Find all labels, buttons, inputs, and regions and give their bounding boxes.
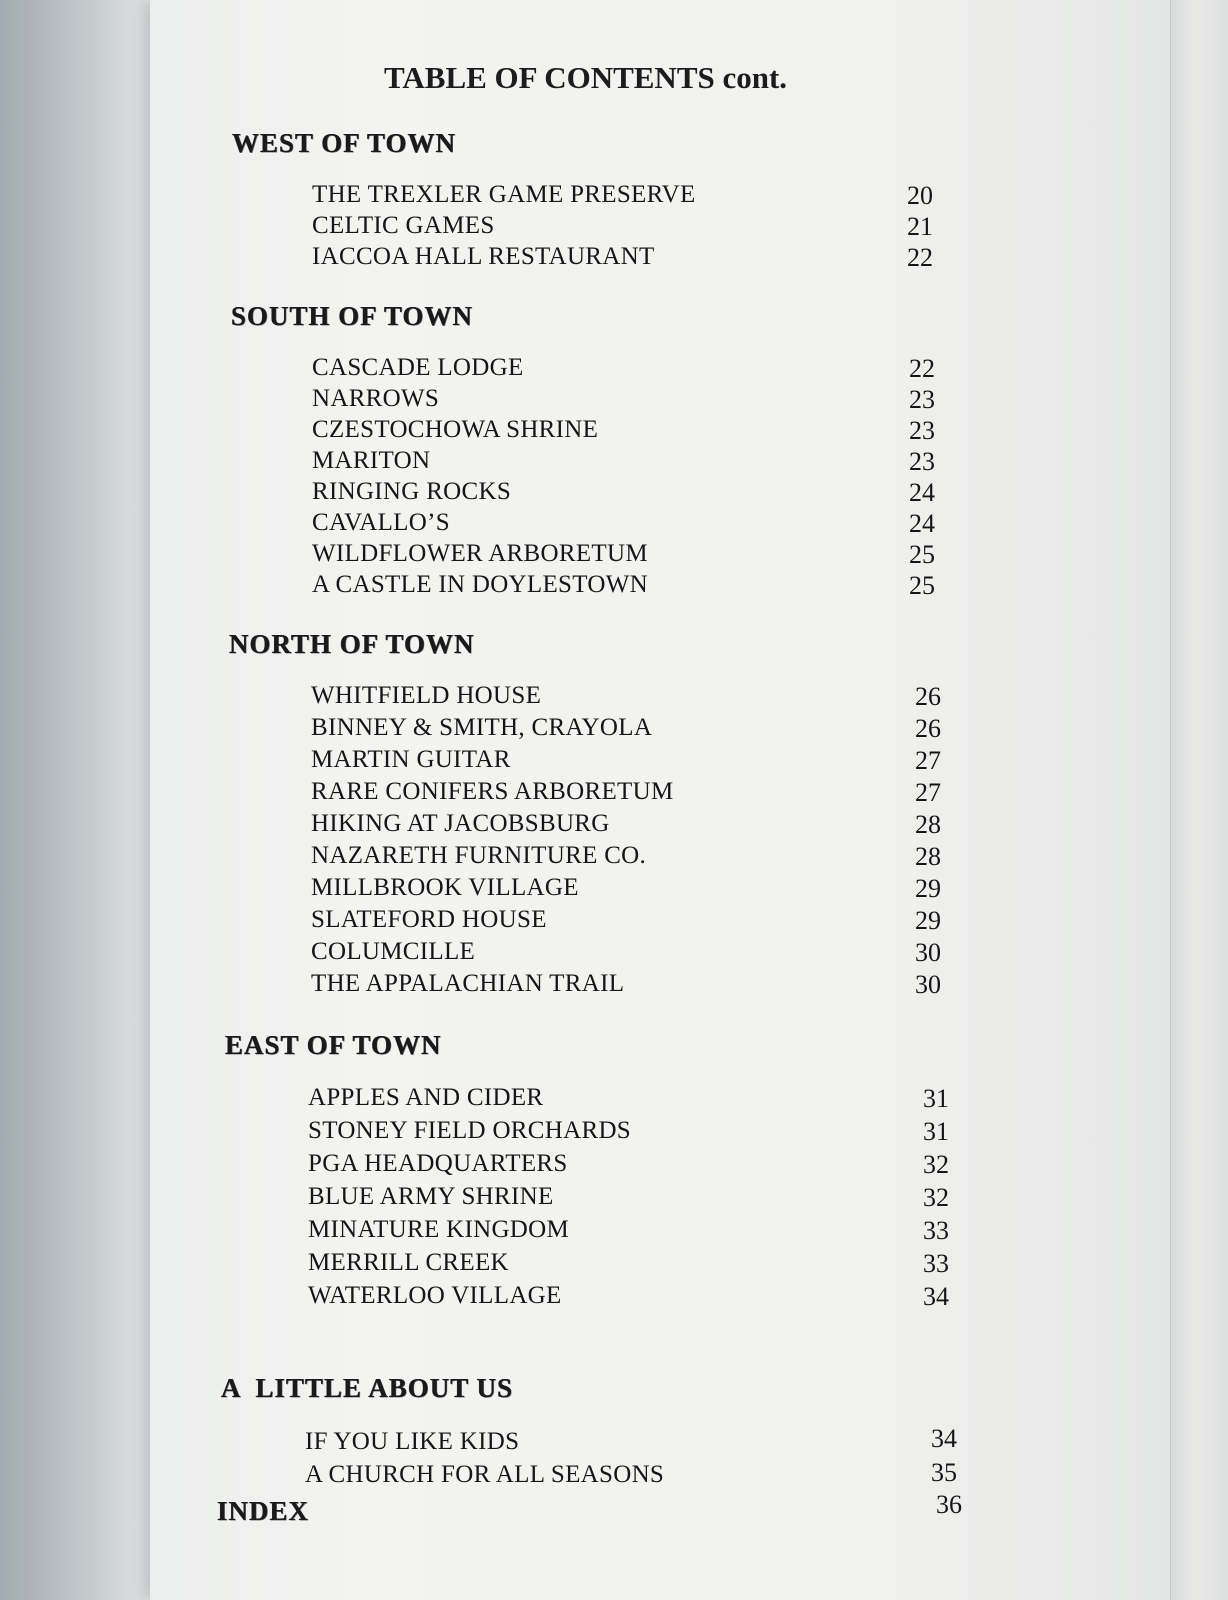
toc-entry-title: HIKING AT JACOBSBURG	[311, 810, 610, 837]
toc-entry-title: THE TREXLER GAME PRESERVE	[312, 181, 696, 208]
toc-entry-page: 23	[909, 416, 935, 445]
toc-entry-title: RARE CONIFERS ARBORETUM	[311, 778, 674, 805]
toc-entry-title: WHITFIELD HOUSE	[311, 682, 542, 709]
toc-entry-page: 34	[923, 1282, 949, 1311]
toc-entry-page: 24	[909, 478, 935, 507]
toc-entry-page: 25	[909, 540, 935, 569]
toc-entry-title: CZESTOCHOWA SHRINE	[312, 416, 599, 443]
index-page: 36	[936, 1490, 962, 1519]
toc-entry-page: 26	[915, 714, 941, 743]
toc-entry-page: 28	[915, 842, 941, 871]
page-edge	[1170, 0, 1228, 1600]
toc-entry-title: BLUE ARMY SHRINE	[308, 1183, 554, 1210]
toc-entry-title: RINGING ROCKS	[312, 478, 512, 505]
section-heading-east: EAST OF TOWN	[225, 1030, 442, 1060]
toc-entry-title: WATERLOO VILLAGE	[308, 1282, 562, 1309]
toc-entry-page: 20	[907, 181, 933, 210]
toc-entry-title: THE APPALACHIAN TRAIL	[311, 970, 625, 997]
toc-entry-page: 33	[923, 1249, 949, 1278]
toc-entry-title: SLATEFORD HOUSE	[311, 906, 547, 933]
toc-entry-title: WILDFLOWER ARBORETUM	[312, 540, 648, 567]
toc-entry-page: 22	[907, 243, 933, 272]
toc-entry-page: 32	[923, 1150, 949, 1179]
toc-entry-page: 29	[915, 874, 941, 903]
toc-entry-title: COLUMCILLE	[311, 938, 476, 965]
toc-entry-page: 28	[915, 810, 941, 839]
toc-entry-page: 26	[915, 682, 941, 711]
toc-entry-page: 34	[931, 1424, 957, 1453]
toc-entry-page: 30	[915, 938, 941, 967]
toc-entry-title: APPLES AND CIDER	[308, 1084, 544, 1111]
toc-entry-title: NARROWS	[312, 385, 440, 412]
section-heading-south: SOUTH OF TOWN	[231, 301, 474, 331]
toc-entry-page: 31	[923, 1117, 949, 1146]
toc-entry-page: 23	[909, 447, 935, 476]
toc-entry-page: 35	[931, 1458, 957, 1487]
binding-shadow	[0, 0, 160, 1600]
toc-entry-title: MARTIN GUITAR	[311, 746, 511, 773]
section-heading-about-us: A LITTLE ABOUT US	[221, 1373, 514, 1403]
toc-entry-title: STONEY FIELD ORCHARDS	[308, 1117, 631, 1144]
toc-entry-title: A CHURCH FOR ALL SEASONS	[305, 1461, 665, 1488]
toc-entry-page: 31	[923, 1084, 949, 1113]
toc-entry-title: CELTIC GAMES	[312, 212, 495, 239]
toc-entry-title: NAZARETH FURNITURE CO.	[311, 842, 647, 869]
toc-entry-page: 22	[909, 354, 935, 383]
section-heading-index: INDEX	[217, 1496, 310, 1526]
toc-entry-title: CAVALLO’S	[312, 509, 450, 536]
toc-entry-page: 21	[907, 212, 933, 241]
toc-entry-title: IACCOA HALL RESTAURANT	[312, 243, 655, 270]
toc-entry-page: 27	[915, 778, 941, 807]
toc-entry-page: 27	[915, 746, 941, 775]
toc-entry-page: 23	[909, 385, 935, 414]
toc-entry-page: 32	[923, 1183, 949, 1212]
section-heading-north: NORTH OF TOWN	[229, 629, 475, 659]
toc-entry-title: IF YOU LIKE KIDS	[305, 1428, 520, 1455]
toc-title: TABLE OF CONTENTS cont.	[384, 60, 788, 95]
toc-entry-page: 29	[915, 906, 941, 935]
toc-entry-page: 24	[909, 509, 935, 538]
toc-entry-page: 25	[909, 571, 935, 600]
toc-entry-title: MILLBROOK VILLAGE	[311, 874, 579, 901]
section-heading-west: WEST OF TOWN	[232, 128, 457, 158]
toc-entry-page: 30	[915, 970, 941, 999]
toc-entry-title: A CASTLE IN DOYLESTOWN	[312, 571, 648, 598]
toc-entry-page: 33	[923, 1216, 949, 1245]
toc-entry-title: MERRILL CREEK	[308, 1249, 509, 1276]
toc-entry-title: MINATURE KINGDOM	[308, 1216, 570, 1243]
toc-entry-title: BINNEY & SMITH, CRAYOLA	[311, 714, 653, 741]
toc-entry-title: CASCADE LODGE	[312, 354, 524, 381]
toc-entry-title: MARITON	[312, 447, 431, 474]
toc-entry-title: PGA HEADQUARTERS	[308, 1150, 568, 1177]
